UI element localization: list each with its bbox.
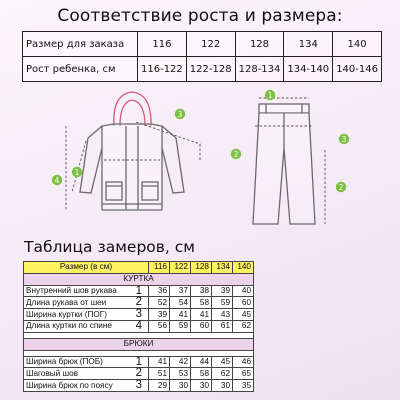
table-row [24, 320, 254, 332]
marker-pants-1 [265, 90, 275, 100]
table-cell: 134 [284, 32, 333, 57]
section-title-row [24, 338, 254, 350]
measurements-table [23, 261, 254, 392]
table-cell: 56 [149, 320, 170, 332]
table-cell: 128 [235, 32, 284, 57]
table-cell: 116 [138, 32, 187, 57]
table-cell: 140-146 [333, 57, 382, 82]
row-label: Ширина брюк по поясу [26, 380, 113, 390]
table-cell: 30 [212, 380, 233, 392]
row-marker: 1 [135, 284, 142, 297]
header-size: 116 [149, 262, 170, 274]
svg-text:4: 4 [54, 176, 60, 185]
table-row [23, 57, 382, 82]
marker-jacket-3 [175, 109, 185, 119]
table-row [24, 368, 254, 380]
table-cell: 29 [149, 380, 170, 392]
header-size: 134 [212, 262, 233, 274]
table-cell: 44 [191, 356, 212, 368]
table-cell: 134-140 [284, 57, 333, 82]
table-cell: 45 [233, 309, 254, 321]
row-marker: 2 [135, 296, 142, 309]
size-correspondence-table [22, 31, 382, 82]
table-cell: 39 [149, 309, 170, 321]
table-row [24, 356, 254, 368]
measurements-title: Таблица замеров, см [24, 238, 195, 256]
table-cell: 58 [191, 368, 212, 380]
table-cell: 54 [170, 297, 191, 309]
table-cell: 60 [191, 320, 212, 332]
pants-drawing [253, 104, 315, 224]
table-cell: 59 [170, 320, 191, 332]
table-row [24, 380, 254, 392]
svg-text:3: 3 [177, 110, 183, 119]
svg-text:2: 2 [233, 150, 239, 159]
table-cell: 116-122 [138, 57, 187, 82]
row-label: Внутренний шов рукава [26, 285, 117, 295]
table-cell: 41 [149, 356, 170, 368]
garment-diagram [0, 86, 400, 236]
table-cell: 122 [186, 32, 235, 57]
table-cell: 61 [212, 320, 233, 332]
table-cell: 65 [233, 368, 254, 380]
table-row [24, 285, 254, 297]
svg-text:1: 1 [267, 91, 273, 100]
table-row [24, 297, 254, 309]
row-label: Ширина брюк (ПОБ) [26, 356, 103, 366]
table-cell: 45 [212, 356, 233, 368]
row-label: Ширина куртки (ПОГ) [26, 309, 107, 319]
table-cell: 38 [191, 285, 212, 297]
row-marker: 4 [135, 319, 142, 332]
table-cell: 30 [170, 380, 191, 392]
table-cell: 60 [233, 297, 254, 309]
table-cell: 42 [170, 356, 191, 368]
marker-jacket-1 [72, 167, 82, 177]
svg-text:3: 3 [341, 135, 347, 144]
table-cell: 41 [170, 309, 191, 321]
section-title-row [24, 273, 254, 285]
table-cell: 59 [212, 297, 233, 309]
table-cell: 53 [170, 368, 191, 380]
row-marker: 2 [135, 367, 142, 380]
table-header-row [24, 262, 254, 274]
table-cell: 39 [212, 285, 233, 297]
marker-jacket-2 [231, 149, 241, 159]
row-marker: 3 [135, 379, 142, 392]
jacket-drawing [80, 92, 184, 210]
table-cell: 40 [233, 285, 254, 297]
row-label: Длина куртки по спине [26, 321, 112, 331]
marker-pants-3 [339, 134, 349, 144]
svg-text:1: 1 [74, 168, 80, 177]
table-cell: 41 [191, 309, 212, 321]
table-cell: 58 [191, 297, 212, 309]
table-cell: 30 [191, 380, 212, 392]
row-marker: 3 [135, 308, 142, 321]
table-cell: 37 [170, 285, 191, 297]
svg-text:2: 2 [338, 183, 344, 192]
table-cell: 122-128 [186, 57, 235, 82]
table-cell: 51 [149, 368, 170, 380]
header-size: 140 [233, 262, 254, 274]
page-title: Соответствие роста и размера: [57, 6, 343, 26]
row-label: Размер для заказа [23, 32, 138, 57]
row-label: Шаговый шов [26, 368, 78, 378]
table-row [24, 309, 254, 321]
table-cell: 140 [333, 32, 382, 57]
section-title: КУРТКА [24, 273, 254, 285]
header-label: Размер (в см) [24, 262, 149, 274]
row-label: Длина рукава от шеи [26, 297, 107, 307]
marker-jacket-4 [52, 175, 62, 185]
marker-pants-2 [336, 182, 346, 192]
row-marker: 1 [135, 355, 142, 368]
table-cell: 35 [233, 380, 254, 392]
table-cell: 128-134 [235, 57, 284, 82]
row-label: Рост ребенка, см [23, 57, 138, 82]
header-size: 128 [191, 262, 212, 274]
table-cell: 43 [212, 309, 233, 321]
table-cell: 62 [212, 368, 233, 380]
table-cell: 62 [233, 320, 254, 332]
table-row [23, 32, 382, 57]
table-cell: 52 [149, 297, 170, 309]
section-title: БРЮКИ [24, 338, 254, 350]
header-size: 122 [170, 262, 191, 274]
table-cell: 46 [233, 356, 254, 368]
table-cell: 36 [149, 285, 170, 297]
